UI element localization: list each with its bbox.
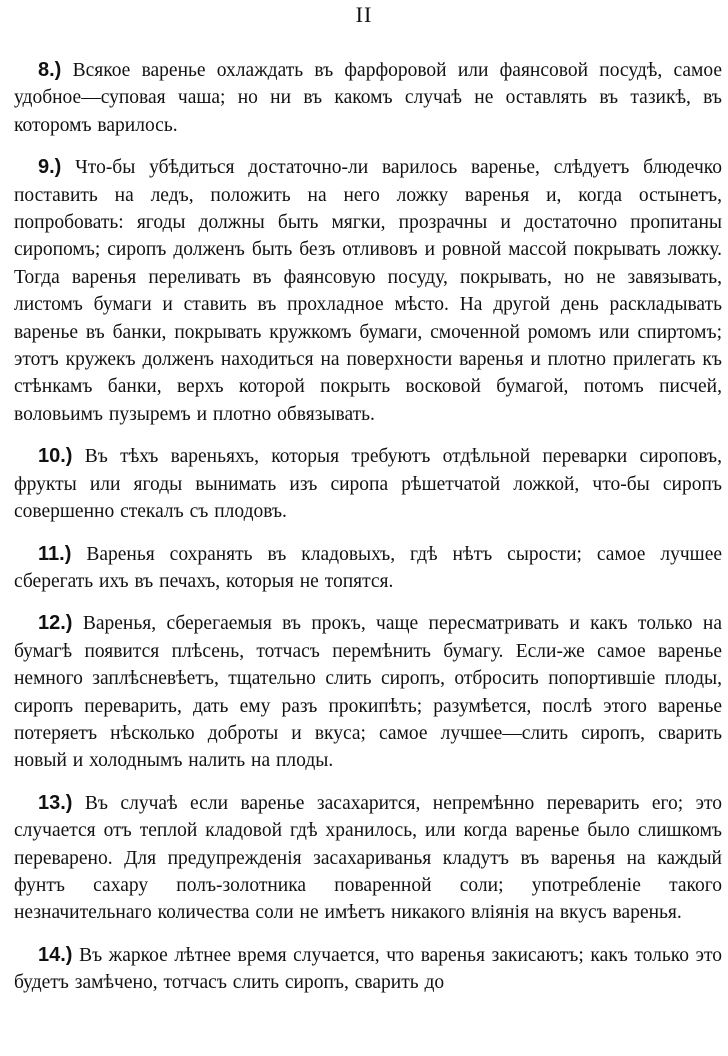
paragraph-text: Что-бы убѣдиться достаточно-ли варилось варенье, слѣдуетъ блюдечко поставить на ледъ, положить на него ложку варенья и, когда остынетъ, попробовать: ягоды должны быть мягки, прозрачны и достаточно пропитаны сиропомъ; сиропъ долженъ быть безъ отливовъ и ровной массой покрывать ложку. Тогда варенья переливать въ фаянсовую посуду, покрывать, но не завязывать, листомъ бумаги и ставить въ прохладное мѣсто. На другой день раскладывать варенье въ банки, покрывать кружкомъ бумаги, смоченной ромомъ или спиртомъ; этотъ кружекъ долженъ находиться на поверхности варенья и плотно прилегать къ стѣнкамъ банки, верхъ которой покрыть восковой бумагой, потомъ писчей, воловьимъ пузыремъ и плотно обвязывать.	[14, 157, 722, 425]
paragraph-number: 13.)	[38, 791, 73, 814]
paragraph-number: 10.)	[38, 445, 73, 468]
paragraph-number: 14.)	[38, 943, 73, 966]
paragraph-12	[14, 610, 722, 774]
paragraph-text: Всякое варенье охлаждать въ фарфоровой или фаянсовой посудѣ, самое удобное—суповая чаша; но ни въ какомъ случаѣ не оставлять въ тазикѣ, въ которомъ варилось.	[14, 60, 722, 136]
paragraph-text: Варенья, сберегаемыя въ прокъ, чаще пересматривать и какъ только на бумагѣ появится плѣсень, тотчасъ перемѣнить бумагу. Если-же самое варенье немного заплѣсневѣетъ, тщательно слить сиропъ, отбросить попортившіе плоды, сиропъ переварить, дать ему разъ прокипѣть; разумѣется, послѣ этого варенье потеряетъ нѣсколько доброты и вкуса; самое лучшее—слить сиропъ, сварить новый и холоднымъ налить на плоды.	[14, 613, 723, 772]
paragraph-number: 8.)	[38, 59, 62, 81]
paragraph-number: 9.)	[38, 156, 62, 179]
paragraph-text: Въ случаѣ если варенье засахарится, непремѣнно переварить его; это случается отъ теплой кладовой гдѣ хранилось, или когда варенье было слишкомъ переварено. Для предупрежденія засахариванья кладутъ въ варенья на каждый фунтъ сахару полъ-золотника поваренной соли; употребленіе такого незначительнаго количества соли не имѣетъ никакого вліянія на вкусъ варенья.	[14, 792, 722, 924]
paragraph-11	[14, 541, 722, 596]
paragraph-9	[14, 154, 722, 428]
paragraph-number: 11.)	[38, 542, 72, 565]
paragraph-8	[14, 57, 722, 139]
page-number: II	[355, 2, 373, 27]
paragraph-text: Варенья сохранять въ кладовыхъ, гдѣ нѣтъ сырости; самое лучшее сберегать ихъ въ печахъ, которыя не топятся.	[14, 543, 723, 592]
page-body	[14, 57, 722, 1012]
paragraph-10	[14, 443, 722, 525]
paragraph-text: Въ жаркое лѣтнее время случается, что варенья закисаютъ; какъ только это будетъ замѣчено, тотчасъ слить сиропъ, сварить до	[14, 944, 722, 994]
paragraph-13	[14, 790, 722, 927]
paragraph-text: Въ тѣхъ вареньяхъ, которыя требуютъ отдѣльной переварки сироповъ, фрукты или ягоды вынимать изъ сиропа рѣшетчатой ложкой, что-бы сиропъ совершенно стекалъ съ плодовъ.	[14, 446, 722, 523]
paragraph-number: 12.)	[38, 612, 73, 635]
paragraph-14	[14, 942, 722, 997]
